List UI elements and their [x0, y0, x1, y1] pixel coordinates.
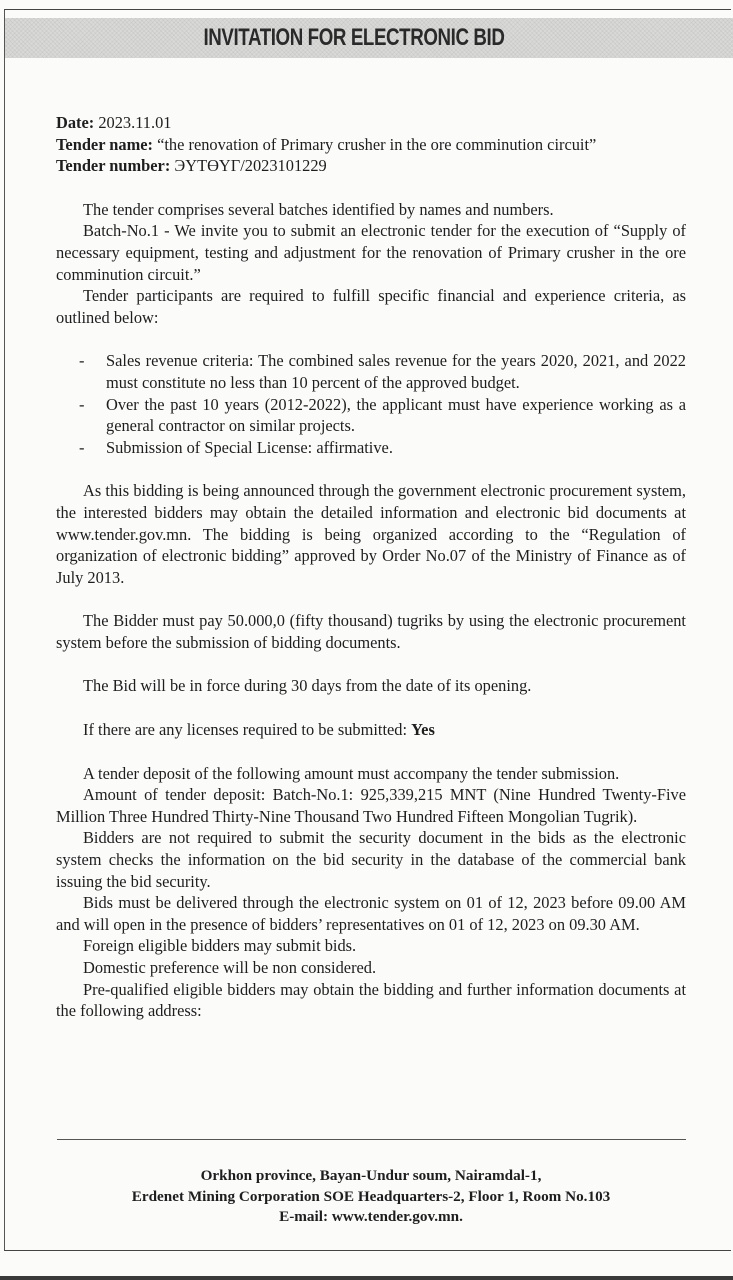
- address-line-2: Erdenet Mining Corporation SOE Headquarters-2, Floor 1, Room No.103: [131, 1187, 611, 1205]
- section-divider: [57, 1139, 686, 1140]
- spacer: [56, 458, 686, 480]
- criteria-item: - Over the past 10 years (2012-2022), the applicant must have experience working as a general contractor on similar projects.: [106, 394, 686, 437]
- tender-number-value: ЭҮТӨҮГ/2023101229: [174, 156, 327, 176]
- criteria-intro-paragraph: Tender participants are required to fulfill specific financial and experience criteria, as outlined below:: [56, 286, 686, 327]
- tender-name-label: Tender name:: [56, 134, 153, 154]
- date-value: 2023.11.01: [98, 113, 172, 132]
- tender-number-label: Tender number:: [56, 156, 171, 176]
- batch1-paragraph: Batch-No.1 - We invite you to submit an electronic tender for the execution of “Supply of necessary equipment, testing and adjustment for the renovation of Primary crusher in the ore comminution circuit.”: [56, 221, 686, 284]
- spacer: [56, 653, 686, 675]
- date-label: Date:: [56, 113, 95, 132]
- address-line-1: Orkhon province, Bayan-Undur soum, Nairamdal-1,: [200, 1167, 542, 1184]
- validity-paragraph: The Bid will be in force during 30 days from the date of its opening.: [83, 676, 532, 696]
- header-band: [5, 18, 733, 58]
- procurement-paragraph: As this bidding is being announced through the government electronic procurement system, the interested bidders may obtain the detailed information and electronic bid documents at www.tender.gov.mn. The bidding is being organized according to the “Regulation of organization of electronic bidding” approved by Order No.07 of the Ministry of Finance as of July 2013.: [56, 481, 686, 587]
- criteria-item: - Sales revenue criteria: The combined sales revenue for the years 2020, 2021, and 2022 must constitute no less than 10 percent of the approved budget.: [106, 350, 686, 393]
- licenses-text: If there are any licenses required to be submitted:: [83, 720, 412, 740]
- tender-number-line: [56, 155, 686, 177]
- tender-name-line: [56, 134, 686, 156]
- deposit-amount-paragraph: Amount of tender deposit: Batch-No.1: 925,339,215 MNT (Nine Hundred Twenty-Five Million Three Hundred Thirty-Nine Thousand Two Hundred Fifteen Mongolian Tugrik).: [56, 785, 686, 826]
- licenses-value: Yes: [411, 720, 435, 740]
- bottom-rule: [0, 1276, 733, 1280]
- address-block: [56, 1166, 686, 1228]
- spacer: [56, 177, 686, 199]
- delivery-paragraph: Bids must be delivered through the electronic system on 01 of 12, 2023 before 09.00 AM and will open in the presence of bidders’ representatives on 01 of 12, 2023 on 09.30 AM.: [56, 893, 686, 934]
- domestic-paragraph: Domestic preference will be non considered.: [83, 958, 377, 977]
- spacer: [56, 697, 686, 719]
- criteria-list: [56, 350, 686, 458]
- document-body: [56, 112, 686, 1022]
- security-paragraph: Bidders are not required to submit the security document in the bids as the electronic system checks the information on the bid security in the database of the commercial bank issuing the bid security.: [56, 828, 686, 891]
- tender-name-value: “the renovation of Primary crusher in the ore comminution circuit”: [157, 134, 597, 154]
- spacer: [56, 328, 686, 350]
- prequalified-paragraph: Pre-qualified eligible bidders may obtain the bidding and further information documents at the following address:: [56, 979, 686, 1021]
- batches-paragraph: The tender comprises several batches identified by names and numbers.: [83, 199, 554, 219]
- spacer: [56, 741, 686, 763]
- payment-paragraph: The Bidder must pay 50.000,0 (fifty thousand) tugriks by using the electronic procurement system before the submission of bidding documents.: [56, 611, 686, 652]
- foreign-paragraph: Foreign eligible bidders may submit bids.: [83, 936, 357, 956]
- document-title: INVITATION FOR ELECTRONIC BID: [203, 24, 505, 51]
- spacer: [56, 588, 686, 610]
- criteria-item: - Submission of Special License: affirmative.: [106, 437, 686, 459]
- date-line: [56, 112, 686, 134]
- address-email-line: E-mail: www.tender.gov.mn.: [279, 1208, 463, 1225]
- deposit-intro-paragraph: A tender deposit of the following amount must accompany the tender submission.: [83, 763, 620, 783]
- licenses-paragraph: [56, 719, 686, 741]
